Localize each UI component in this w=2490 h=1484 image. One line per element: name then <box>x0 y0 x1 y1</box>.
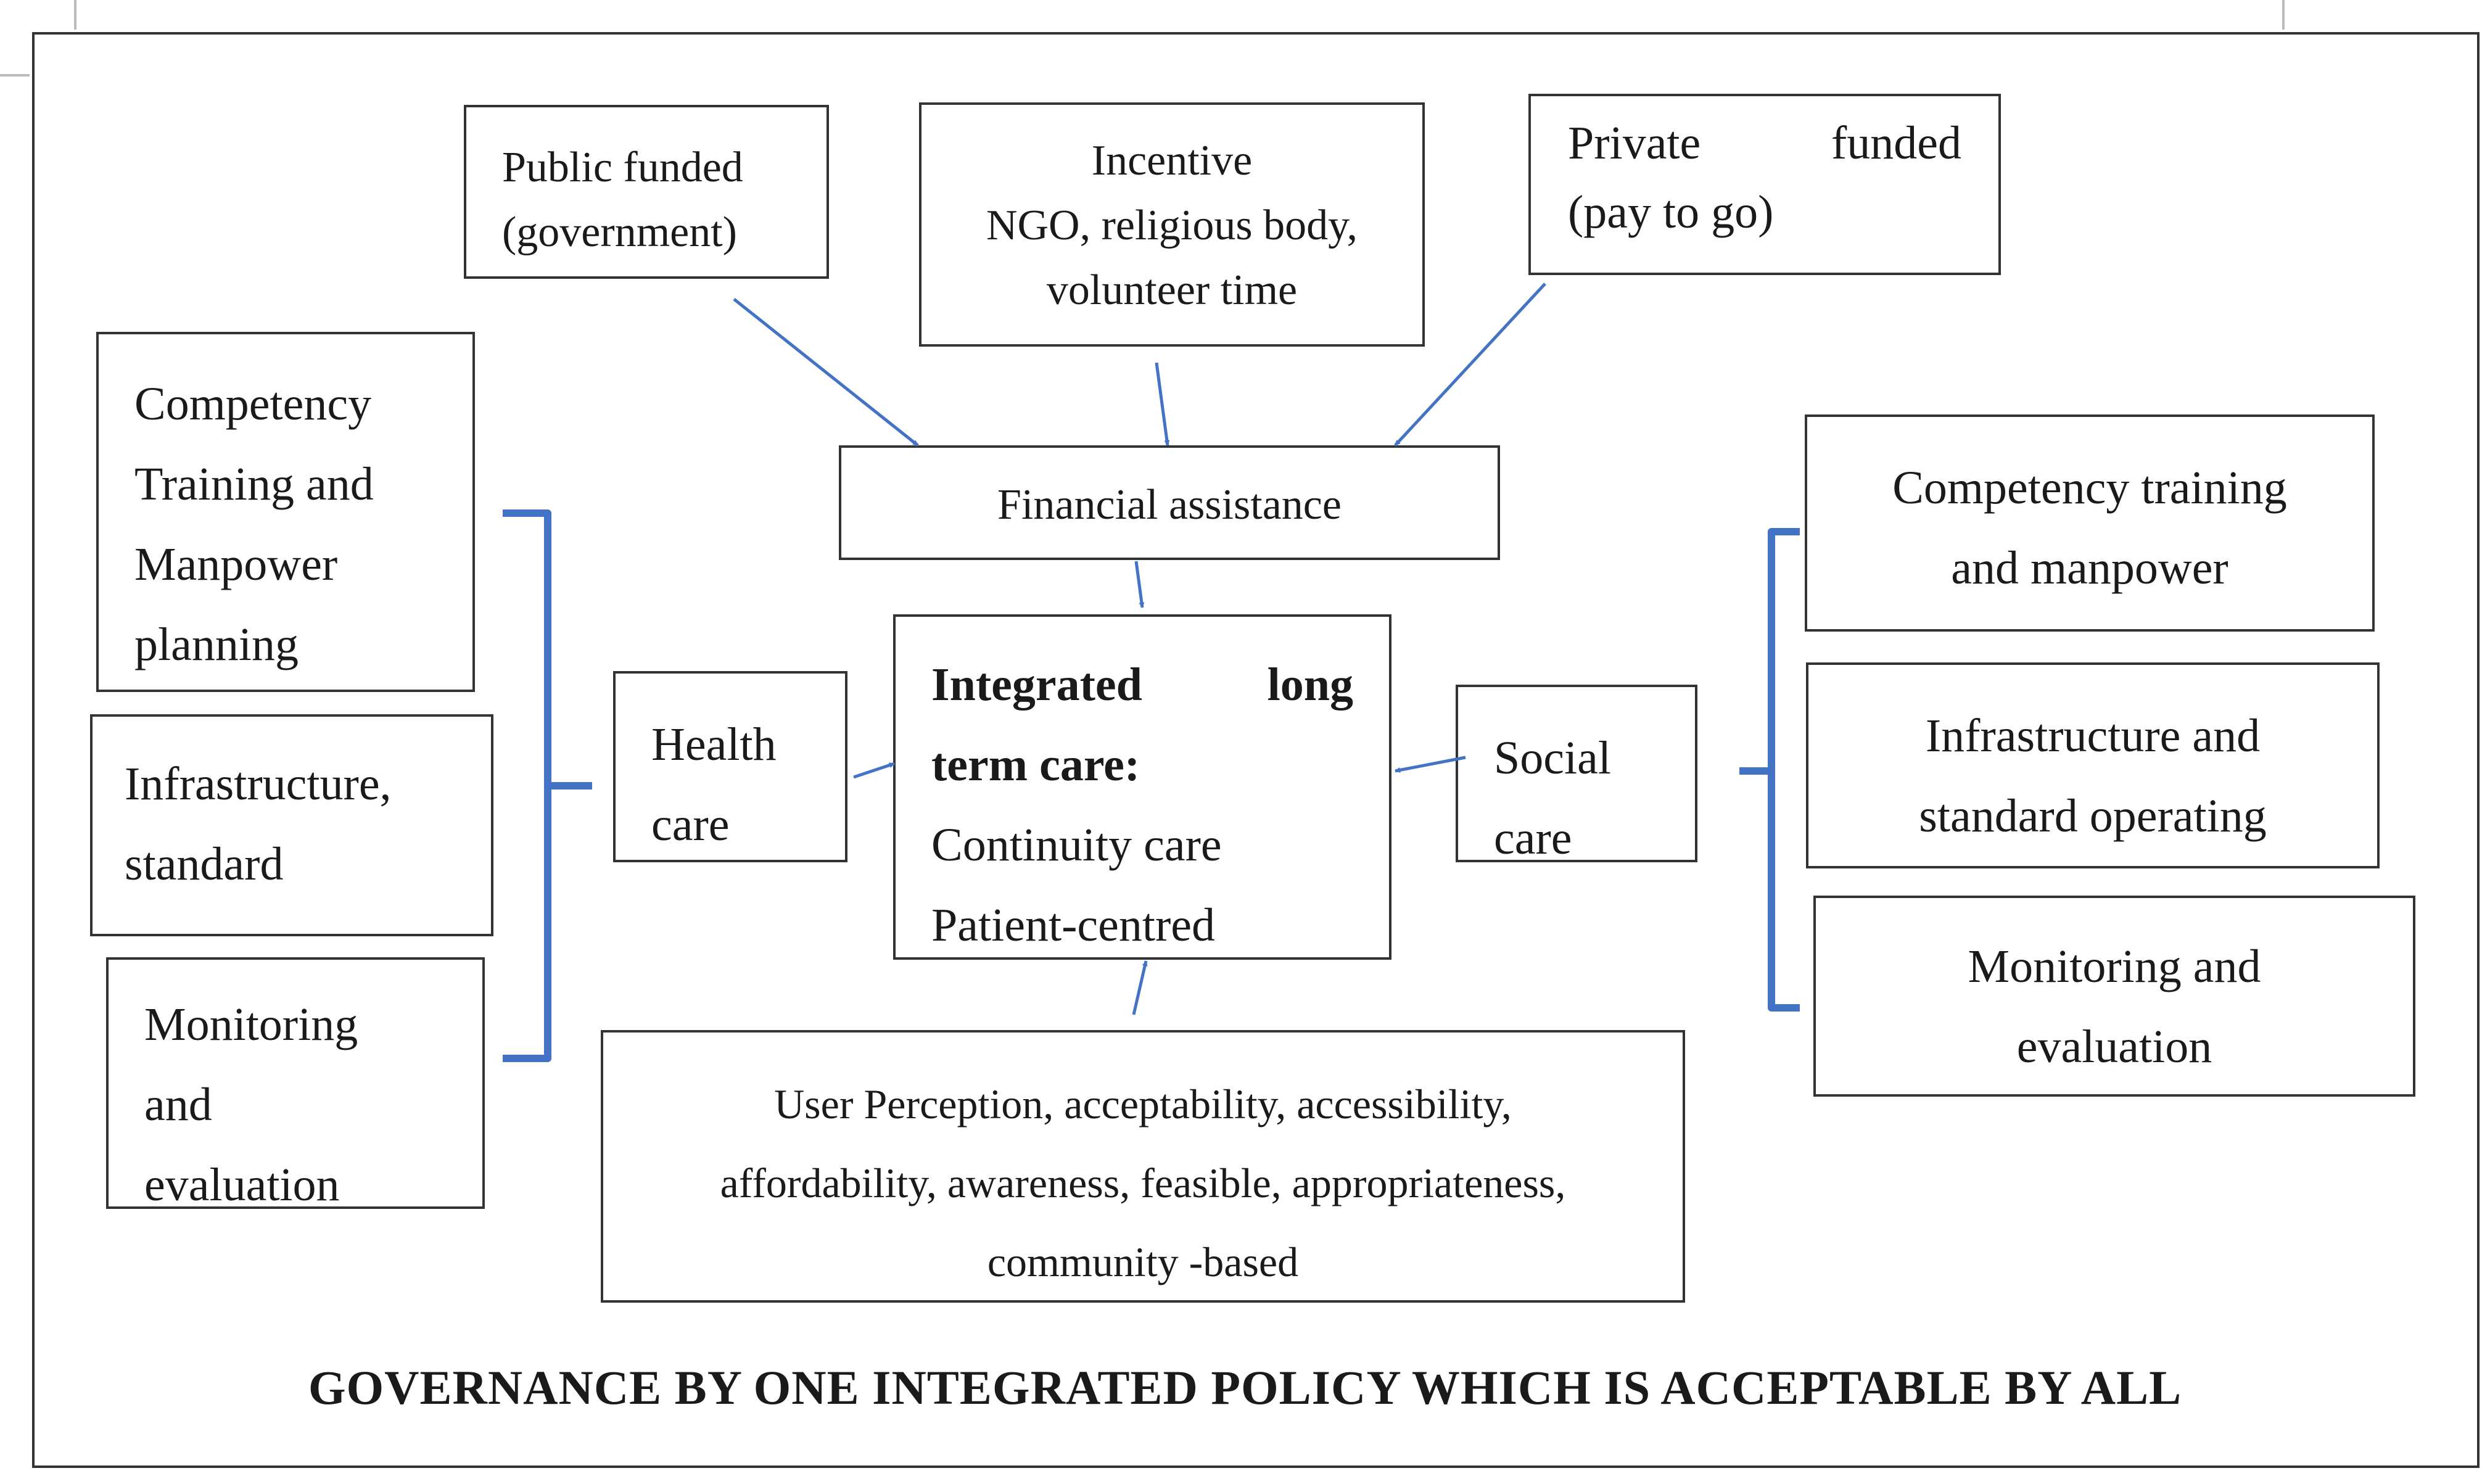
left-bracket <box>503 513 592 1058</box>
user-perception-line: User Perception, acceptability, accessibility, <box>774 1081 1512 1127</box>
arrow-health-to-center <box>854 764 894 777</box>
right-monitoring-line: Monitoring and <box>1968 941 2261 992</box>
arrow-private-to-financial <box>1395 284 1545 445</box>
governance-caption: GOVERNANCE BY ONE INTEGRATED POLICY WHICH IS ACCEPTABLE BY ALL <box>308 1361 2182 1414</box>
right-infrastructure-line: standard operating <box>1919 790 2267 842</box>
private-funded-line: (pay to go) <box>1568 186 1774 238</box>
incentive-line: Incentive <box>1091 137 1253 184</box>
continuity-care-label: Continuity care <box>931 819 1222 871</box>
arrow-incentive-to-financial <box>1156 363 1168 445</box>
left-monitoring-line: Monitoring <box>144 999 358 1050</box>
health-care-line: Health <box>651 719 777 770</box>
left-monitoring-line: evaluation <box>144 1159 340 1209</box>
left-monitoring-line: and <box>144 1079 212 1131</box>
left-competency-line: Manpower <box>134 538 338 590</box>
left-infrastructure-line: standard <box>125 838 284 890</box>
arrow-financial-to-center <box>1136 561 1142 608</box>
patient-centred-label: Patient-centred <box>931 899 1216 951</box>
right-competency-line: and manpower <box>1951 542 2228 594</box>
arrow-social-to-center <box>1395 757 1466 771</box>
left-competency-line: Competency <box>134 378 372 430</box>
financial-assistance-label: Financial assistance <box>997 481 1342 529</box>
integrated-care-title: term care: <box>931 739 1140 791</box>
right-bracket <box>1739 532 1800 1008</box>
arrow-public-to-financial <box>734 299 918 445</box>
private-funded-line: Private funded <box>1568 117 1961 169</box>
integrated-care-title: Integrated long <box>931 659 1353 711</box>
public-funded-line: Public funded <box>502 144 743 191</box>
right-monitoring-line: evaluation <box>2016 1021 2212 1073</box>
user-perception-line: community -based <box>987 1239 1299 1285</box>
left-infrastructure-line: Infrastructure, <box>125 758 392 810</box>
public-funded-line: (government) <box>502 208 737 256</box>
right-infrastructure-line: Infrastructure and <box>1925 710 2261 762</box>
right-competency-line: Competency training <box>1892 462 2287 514</box>
arrow-perception-to-center <box>1134 961 1146 1015</box>
incentive-line: volunteer time <box>1046 266 1298 314</box>
health-care-line: care <box>651 799 730 851</box>
incentive-line: NGO, religious body, <box>986 202 1358 249</box>
social-care-line: care <box>1494 812 1572 864</box>
social-care-line: Social <box>1494 732 1611 784</box>
left-competency-line: planning <box>134 619 299 670</box>
user-perception-line: affordability, awareness, feasible, appropriateness, <box>720 1160 1566 1206</box>
left-competency-line: Training and <box>134 458 374 510</box>
